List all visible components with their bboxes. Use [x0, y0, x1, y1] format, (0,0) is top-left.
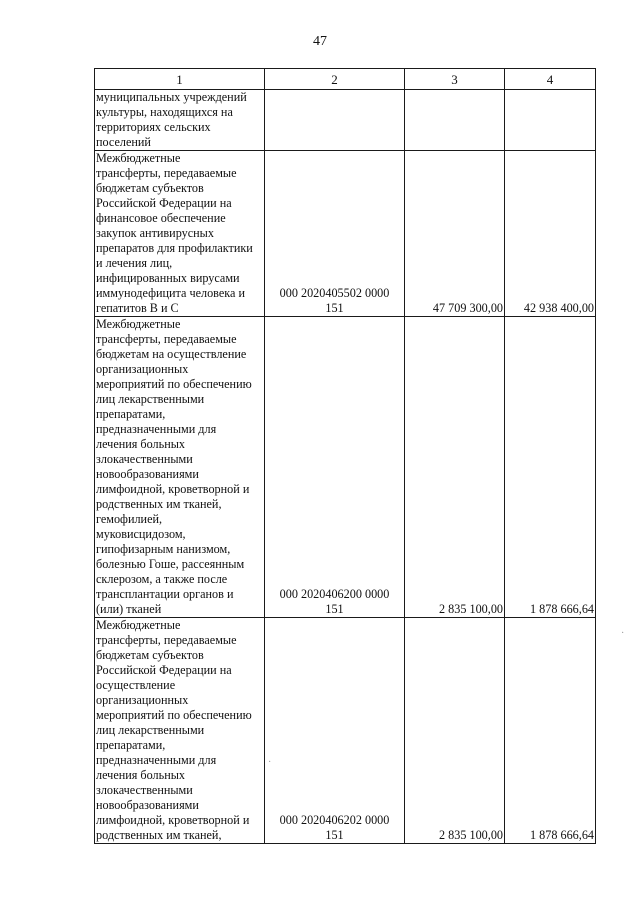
row-description: Межбюджетные трансферты, передаваемые бюджетам субъектов Российской Федерации на финансовое обеспечение закупок антивирусных препаратов для профилактики и лечения лиц, инфицированных вирусами иммунодефицита человека и гепатитов В и С	[95, 151, 265, 317]
row-description: Межбюджетные трансферты, передаваемые бюджетам на осуществление организационных мероприятий по обеспечению лиц лекарственными препаратами, предназначенными для лечения больных злокачественными новообразованиями лимфоидной, кроветворной и родственных им тканей, гемофилией, муковисцидозом, гипофизарным нанизмом, болезнью Гоше, рассеянным склерозом, а также после трансплантации органов и (или) тканей	[95, 317, 265, 618]
row-code: 000 2020406202 0000 151	[265, 618, 405, 844]
table-row	[95, 90, 596, 151]
header-cell-col4: 4	[505, 69, 596, 90]
row-value-1	[405, 90, 505, 151]
row-description: муниципальных учреждений культуры, находящихся на территориях сельских поселений	[95, 90, 265, 151]
scan-speck: ·	[268, 757, 272, 768]
row-value-2	[505, 90, 596, 151]
row-value-1: 2 835 100,00	[405, 317, 505, 618]
row-value-2: 1 878 666,64	[505, 317, 596, 618]
row-code	[265, 90, 405, 151]
header-cell-col3: 3	[405, 69, 505, 90]
header-cell-col1: 1	[95, 69, 265, 90]
header-cell-col2: 2	[265, 69, 405, 90]
row-value-1: 47 709 300,00	[405, 151, 505, 317]
table-row	[95, 151, 596, 317]
row-value-2: 42 938 400,00	[505, 151, 596, 317]
row-description: Межбюджетные трансферты, передаваемые бюджетам субъектов Российской Федерации на осуществление организационных мероприятий по обеспечению лиц лекарственными препаратами, предназначенными для лечения больных злокачественными новообразованиями лимфоидной, кроветворной и родственных им тканей,	[95, 618, 265, 844]
row-code: 000 2020405502 0000 151	[265, 151, 405, 317]
budget-table	[94, 68, 596, 844]
scan-speck: ·	[621, 628, 625, 639]
row-value-2: 1 878 666,64	[505, 618, 596, 844]
row-code: 000 2020406200 0000 151	[265, 317, 405, 618]
row-value-1: 2 835 100,00	[405, 618, 505, 844]
table-row	[95, 618, 596, 844]
page-number: 47	[313, 34, 327, 49]
table-header-row	[95, 69, 596, 90]
table-row	[95, 317, 596, 618]
